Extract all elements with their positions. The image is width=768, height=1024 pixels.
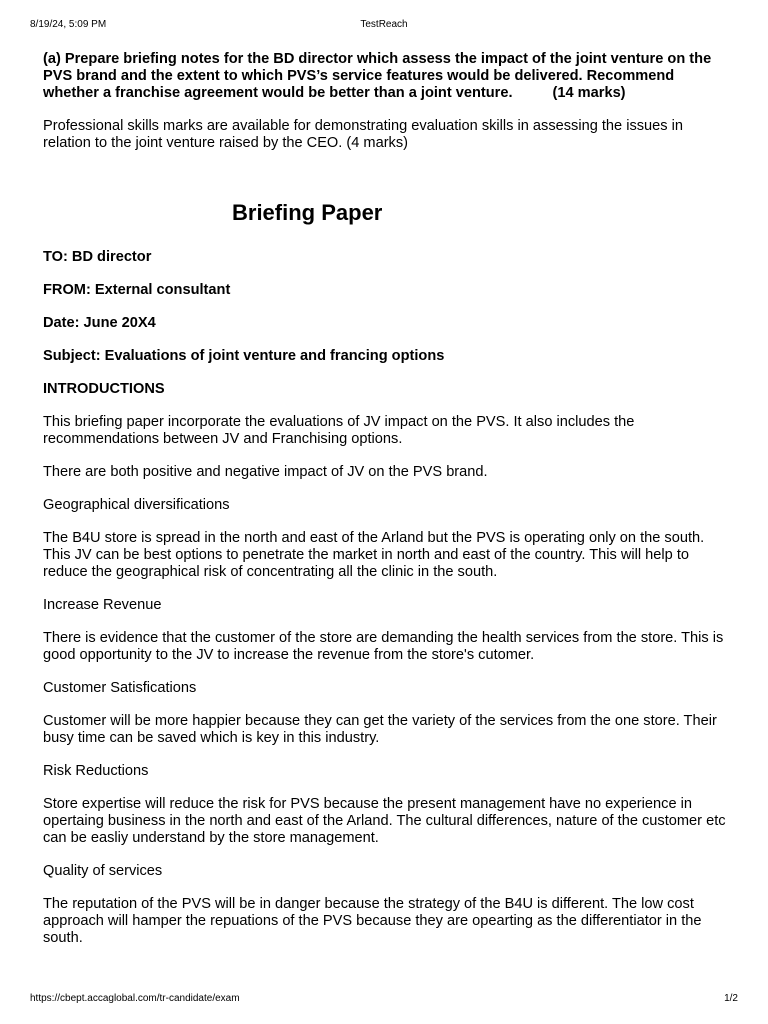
satisfaction-paragraph: Customer will be more happier because they can get the variety of the services from the one store. Their busy time can be saved which is key in this industry. [43, 713, 717, 746]
section-heading-risk: Risk Reductions [43, 763, 149, 779]
intro-paragraph: This briefing paper incorporate the evaluations of JV impact on the PVS. It also includes the recommendations between JV and Franchising options. [43, 414, 635, 447]
memo-subject: Subject: Evaluations of joint venture and francing options [43, 348, 445, 364]
memo-to: TO: BD director [43, 249, 152, 265]
risk-paragraph: Store expertise will reduce the risk for PVS because the present management have no experience in opertaing business in the north and east of the Arland. The cultural differences, nature of the customer etc can be easliy understand by the store management. [43, 796, 726, 846]
memo-from: FROM: External consultant [43, 282, 231, 298]
professional-skills-note: Professional skills marks are available for demonstrating evaluation skills in assessing the issues in relation to the joint venture raised by the CEO. (4 marks) [43, 118, 683, 151]
question-marks: (14 marks) [552, 85, 626, 101]
section-heading-satisfaction: Customer Satisfications [43, 680, 197, 696]
exam-answer-document [43, 51, 733, 947]
revenue-paragraph: There is evidence that the customer of the store are demanding the health services from the store. This is good opportunity to the JV to increase the revenue from the store's cutomer. [43, 630, 724, 663]
briefing-paper-title: Briefing Paper [232, 200, 383, 225]
impact-paragraph: There are both positive and negative impact of JV on the PVS brand. [43, 464, 488, 480]
section-heading-quality: Quality of services [43, 863, 163, 879]
intro-heading: INTRODUCTIONS [43, 381, 165, 397]
question-text: (a) Prepare briefing notes for the BD director which assess the impact of the joint venture on the PVS brand and the extent to which PVS’s service features would be delivered. Recommend whether a franchise agreement would be better than a joint venture. [43, 51, 712, 101]
print-page-number: 1/2 [724, 993, 738, 1004]
quality-paragraph: The reputation of the PVS will be in danger because the strategy of the B4U is different. The low cost approach will hamper the repuations of the PVS because they are opearting as the differentiator in the south. [43, 896, 702, 946]
print-page-title: TestReach [360, 19, 408, 30]
print-datetime: 8/19/24, 5:09 PM [30, 19, 107, 30]
print-url: https://cbept.accaglobal.com/tr-candidate/exam [30, 993, 240, 1004]
question-prompt [43, 51, 733, 102]
memo-date: Date: June 20X4 [43, 315, 156, 331]
geographical-paragraph: The B4U store is spread in the north and east of the Arland but the PVS is operating only on the south. This JV can be best options to penetrate the market in north and east of the country. This will help to reduce the geographical risk of concentrating all the clinic in the south. [43, 530, 705, 580]
section-heading-revenue: Increase Revenue [43, 597, 162, 613]
section-heading-geographical: Geographical diversifications [43, 497, 230, 513]
